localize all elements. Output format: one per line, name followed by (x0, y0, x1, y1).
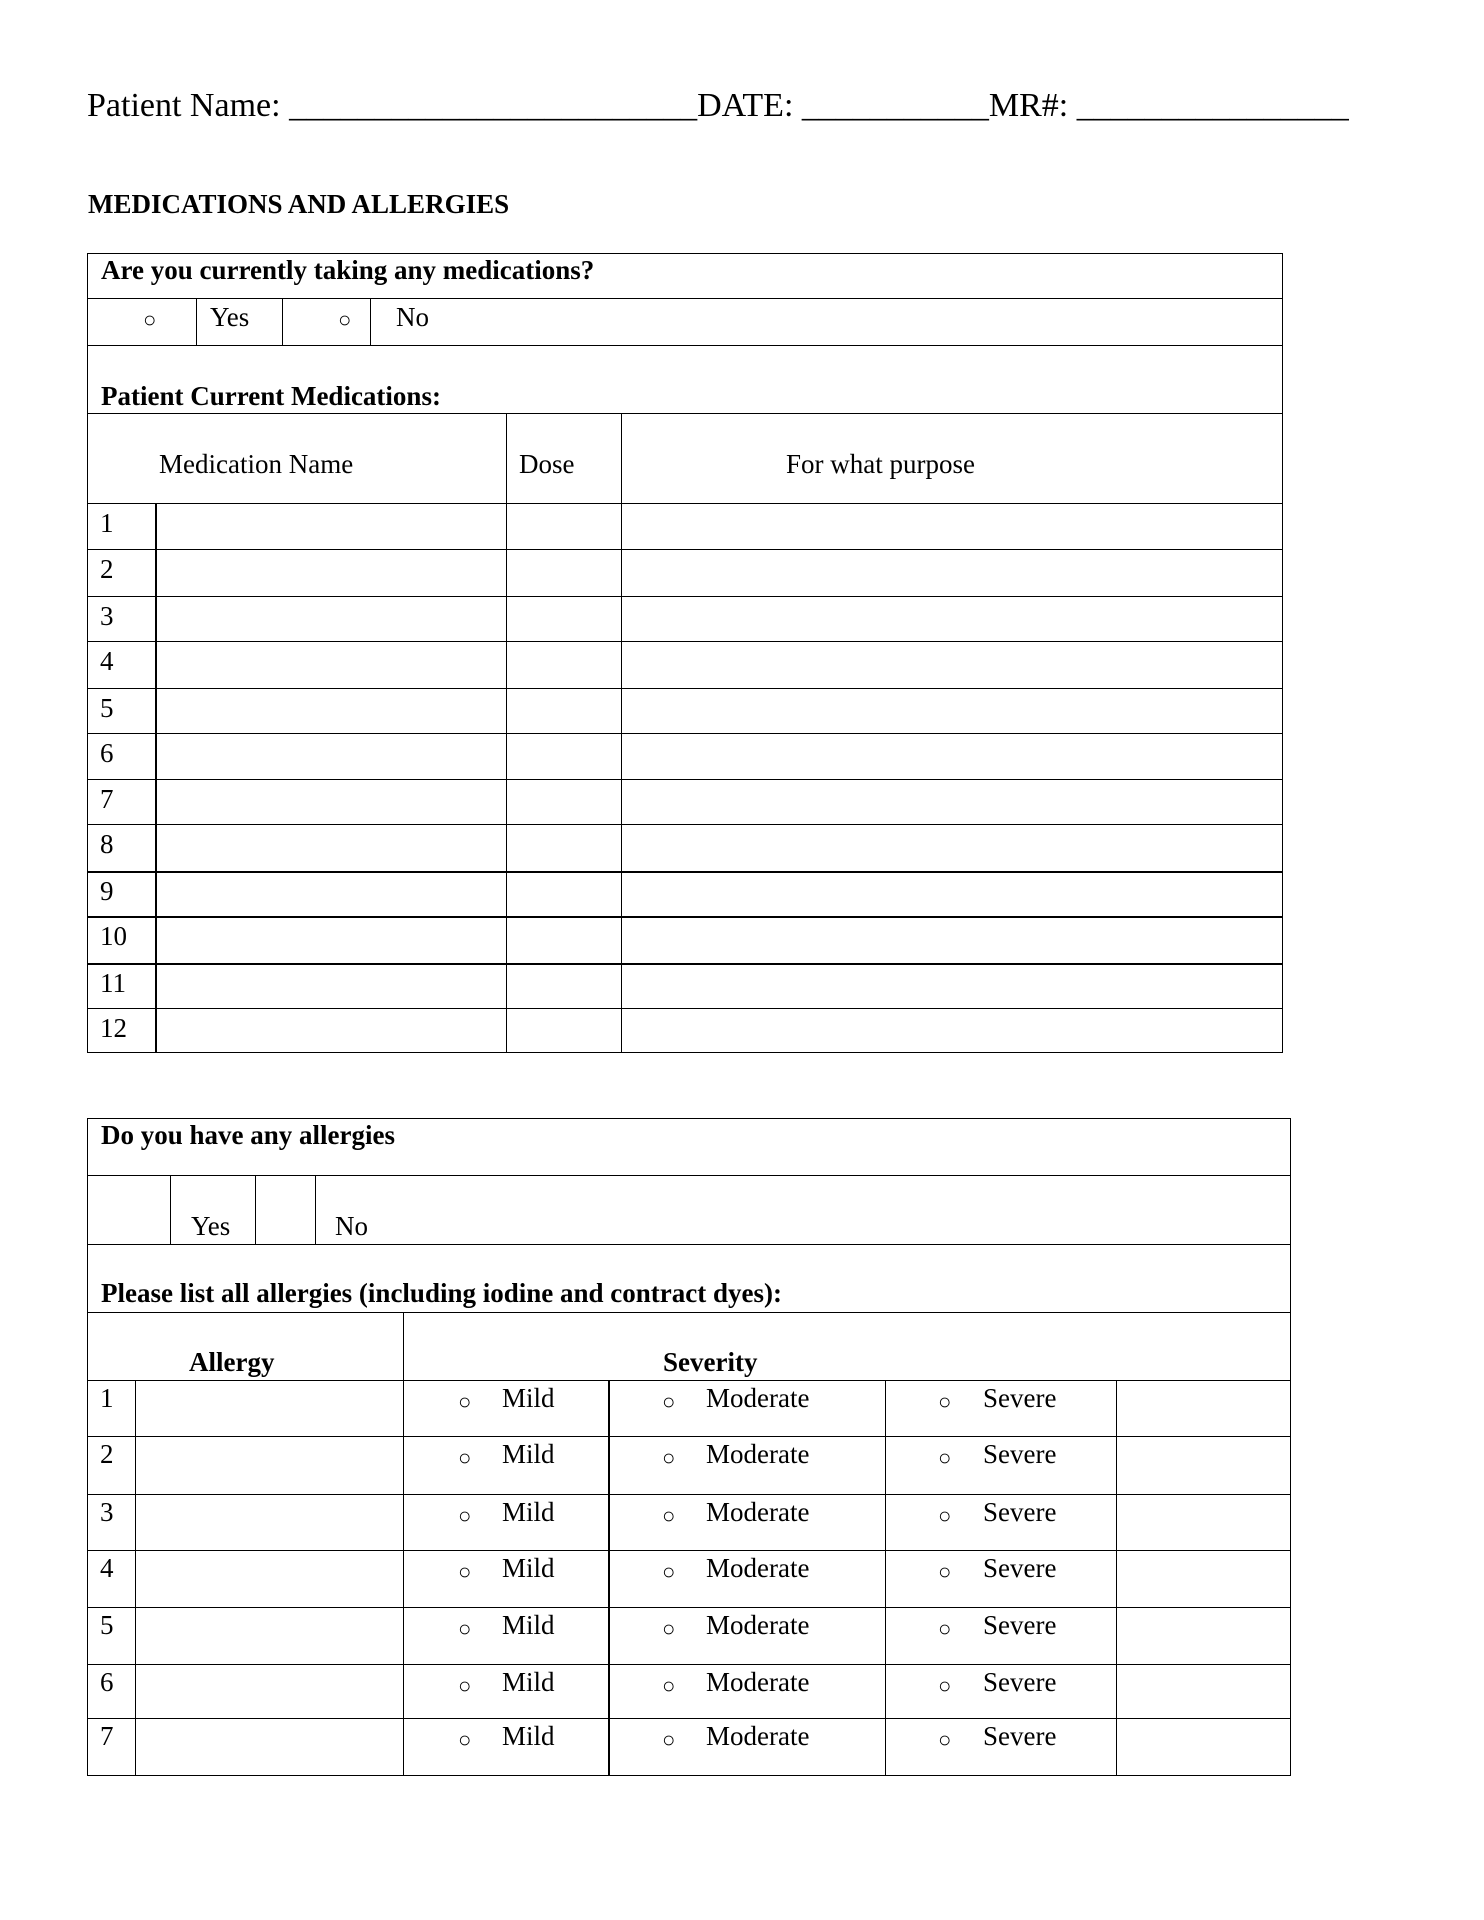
severity-severe-label: Severe (983, 1610, 1057, 1640)
severity-severe-radio-icon[interactable]: ○ (938, 1727, 952, 1752)
dose-cell[interactable] (507, 1009, 620, 1051)
dose-cell[interactable] (507, 872, 620, 915)
row-number: 12 (100, 1013, 127, 1043)
patient-header-line (87, 86, 1349, 126)
severity-mild-radio-icon[interactable]: ○ (458, 1503, 472, 1528)
column-header-severity: Severity (663, 1347, 758, 1377)
divider (608, 1380, 610, 1776)
purpose-cell[interactable] (622, 734, 1282, 778)
dose-cell[interactable] (507, 825, 620, 870)
severity-severe-label: Severe (983, 1721, 1057, 1751)
allergy-name-cell[interactable] (136, 1551, 402, 1606)
row-number: 8 (100, 829, 114, 859)
allergy-name-cell[interactable] (136, 1495, 402, 1549)
allergy-name-cell[interactable] (136, 1665, 402, 1717)
column-header-allergy: Allergy (189, 1347, 275, 1377)
divider (255, 1175, 256, 1244)
dose-cell[interactable] (507, 597, 620, 640)
row-number: 2 (100, 554, 114, 584)
severity-moderate-radio-icon[interactable]: ○ (662, 1727, 676, 1752)
medication-name-cell[interactable] (156, 964, 505, 1007)
medication-name-cell[interactable] (156, 642, 505, 687)
severity-moderate-label: Moderate (706, 1721, 810, 1751)
severity-moderate-label: Moderate (706, 1439, 810, 1469)
severity-severe-radio-icon[interactable]: ○ (938, 1503, 952, 1528)
allergies-yes-checkbox[interactable] (89, 1177, 169, 1243)
row-number: 6 (100, 738, 114, 768)
severity-mild-label: Mild (502, 1497, 555, 1527)
severity-severe-radio-icon[interactable]: ○ (938, 1616, 952, 1641)
row-number: 3 (100, 601, 114, 631)
purpose-cell[interactable] (622, 872, 1282, 915)
divider (885, 1380, 886, 1776)
severity-mild-label: Mild (502, 1610, 555, 1640)
medications-no-radio-icon[interactable]: ○ (338, 307, 352, 332)
row-number: 5 (100, 693, 114, 723)
severity-mild-label: Mild (502, 1721, 555, 1751)
severity-moderate-label: Moderate (706, 1497, 810, 1527)
purpose-cell[interactable] (622, 642, 1282, 687)
row-number: 7 (100, 784, 114, 814)
medication-name-cell[interactable] (156, 872, 505, 915)
severity-moderate-radio-icon[interactable]: ○ (662, 1389, 676, 1414)
allergies-question: Do you have any allergies (101, 1120, 395, 1150)
medications-question: Are you currently taking any medications? (101, 255, 595, 285)
severity-mild-radio-icon[interactable]: ○ (458, 1673, 472, 1698)
severity-moderate-label: Moderate (706, 1553, 810, 1583)
purpose-cell[interactable] (622, 550, 1282, 595)
section-title: MEDICATIONS AND ALLERGIES (88, 189, 510, 219)
dose-cell[interactable] (507, 917, 620, 962)
divider (196, 298, 197, 345)
severity-moderate-label: Moderate (706, 1610, 810, 1640)
date-field[interactable]: ___________ (801, 87, 989, 124)
allergy-notes-cell[interactable] (1117, 1551, 1289, 1606)
medication-name-cell[interactable] (156, 504, 505, 548)
severity-mild-label: Mild (502, 1667, 555, 1697)
allergy-notes-cell[interactable] (1117, 1608, 1289, 1663)
medication-name-cell[interactable] (156, 780, 505, 823)
severity-mild-label: Mild (502, 1553, 555, 1583)
allergy-notes-cell[interactable] (1117, 1495, 1289, 1549)
severity-moderate-radio-icon[interactable]: ○ (662, 1559, 676, 1584)
divider (403, 1312, 404, 1776)
medications-list-title: Patient Current Medications: (101, 381, 441, 411)
purpose-cell[interactable] (622, 1009, 1282, 1051)
severity-severe-label: Severe (983, 1553, 1057, 1583)
allergy-name-cell[interactable] (136, 1719, 402, 1775)
divider (170, 1175, 171, 1244)
mr-field[interactable]: ________________ (1076, 87, 1349, 124)
medication-name-cell[interactable] (156, 597, 505, 640)
divider (87, 1175, 1291, 1176)
row-number: 6 (100, 1667, 114, 1697)
allergy-notes-cell[interactable] (1117, 1381, 1289, 1435)
severity-mild-label: Mild (502, 1439, 555, 1469)
severity-mild-radio-icon[interactable]: ○ (458, 1616, 472, 1641)
purpose-cell[interactable] (622, 964, 1282, 1007)
row-number: 3 (100, 1497, 114, 1527)
divider (315, 1175, 316, 1244)
medication-name-cell[interactable] (156, 550, 505, 595)
severity-moderate-radio-icon[interactable]: ○ (662, 1616, 676, 1641)
allergy-name-cell[interactable] (136, 1381, 402, 1435)
medication-name-cell[interactable] (156, 734, 505, 778)
dose-cell[interactable] (507, 780, 620, 823)
row-number: 7 (100, 1721, 114, 1751)
allergies-no-label: No (335, 1211, 368, 1241)
severity-severe-radio-icon[interactable]: ○ (938, 1389, 952, 1414)
patient-name-field[interactable]: ________________________ (289, 87, 698, 124)
divider (370, 298, 371, 345)
medication-name-cell[interactable] (156, 825, 505, 870)
dose-cell[interactable] (507, 642, 620, 687)
divider (87, 1312, 1291, 1313)
purpose-cell[interactable] (622, 689, 1282, 732)
severity-moderate-radio-icon[interactable]: ○ (662, 1673, 676, 1698)
row-number: 1 (100, 1383, 114, 1413)
allergy-name-cell[interactable] (136, 1608, 402, 1663)
severity-mild-label: Mild (502, 1383, 555, 1413)
dose-cell[interactable] (507, 550, 620, 595)
column-header-dose: Dose (519, 449, 575, 479)
severity-mild-radio-icon[interactable]: ○ (458, 1727, 472, 1752)
row-number: 4 (100, 1553, 114, 1583)
severity-severe-radio-icon[interactable]: ○ (938, 1559, 952, 1584)
severity-severe-radio-icon[interactable]: ○ (938, 1445, 952, 1470)
severity-moderate-radio-icon[interactable]: ○ (662, 1445, 676, 1470)
row-number: 11 (100, 968, 126, 998)
divider (87, 1244, 1291, 1245)
allergies-yes-label: Yes (191, 1211, 231, 1241)
purpose-cell[interactable] (622, 504, 1282, 548)
allergy-notes-cell[interactable] (1117, 1719, 1289, 1775)
medications-no-label: No (396, 302, 429, 332)
severity-moderate-label: Moderate (706, 1383, 810, 1413)
medication-name-cell[interactable] (156, 1009, 505, 1051)
row-number: 2 (100, 1439, 114, 1469)
medications-yes-label: Yes (210, 302, 250, 332)
severity-moderate-radio-icon[interactable]: ○ (662, 1503, 676, 1528)
purpose-cell[interactable] (622, 780, 1282, 823)
purpose-cell[interactable] (622, 597, 1282, 640)
allergies-no-checkbox[interactable] (257, 1177, 314, 1243)
allergy-notes-cell[interactable] (1117, 1437, 1289, 1493)
column-header-purpose: For what purpose (786, 449, 975, 479)
column-header-medication-name: Medication Name (159, 449, 354, 479)
dose-cell[interactable] (507, 504, 620, 548)
mr-label: MR#: (988, 87, 1069, 124)
patient-name-label: Patient Name: (87, 87, 281, 124)
severity-severe-label: Severe (983, 1667, 1057, 1697)
purpose-cell[interactable] (622, 917, 1282, 962)
medication-name-cell[interactable] (156, 917, 505, 962)
row-number: 1 (100, 508, 114, 538)
divider (87, 298, 1283, 299)
severity-mild-radio-icon[interactable]: ○ (458, 1559, 472, 1584)
severity-mild-radio-icon[interactable]: ○ (458, 1389, 472, 1414)
medication-name-cell[interactable] (156, 689, 505, 732)
row-number: 10 (100, 921, 127, 951)
severity-severe-radio-icon[interactable]: ○ (938, 1673, 952, 1698)
severity-moderate-label: Moderate (706, 1667, 810, 1697)
purpose-cell[interactable] (622, 825, 1282, 870)
severity-mild-radio-icon[interactable]: ○ (458, 1445, 472, 1470)
row-number: 5 (100, 1610, 114, 1640)
divider (87, 413, 1283, 414)
dose-cell[interactable] (507, 964, 620, 1007)
dose-cell[interactable] (507, 689, 620, 732)
dose-cell[interactable] (507, 734, 620, 778)
allergies-list-title: Please list all allergies (including iodine and contract dyes): (101, 1278, 782, 1308)
severity-severe-label: Severe (983, 1439, 1057, 1469)
allergy-notes-cell[interactable] (1117, 1665, 1289, 1717)
severity-severe-label: Severe (983, 1497, 1057, 1527)
divider (282, 298, 283, 345)
date-label: DATE: (697, 87, 794, 124)
row-number: 9 (100, 876, 114, 906)
row-number: 4 (100, 646, 114, 676)
medications-yes-radio-icon[interactable]: ○ (143, 307, 157, 332)
severity-severe-label: Severe (983, 1383, 1057, 1413)
allergy-name-cell[interactable] (136, 1437, 402, 1493)
divider (87, 345, 1283, 346)
